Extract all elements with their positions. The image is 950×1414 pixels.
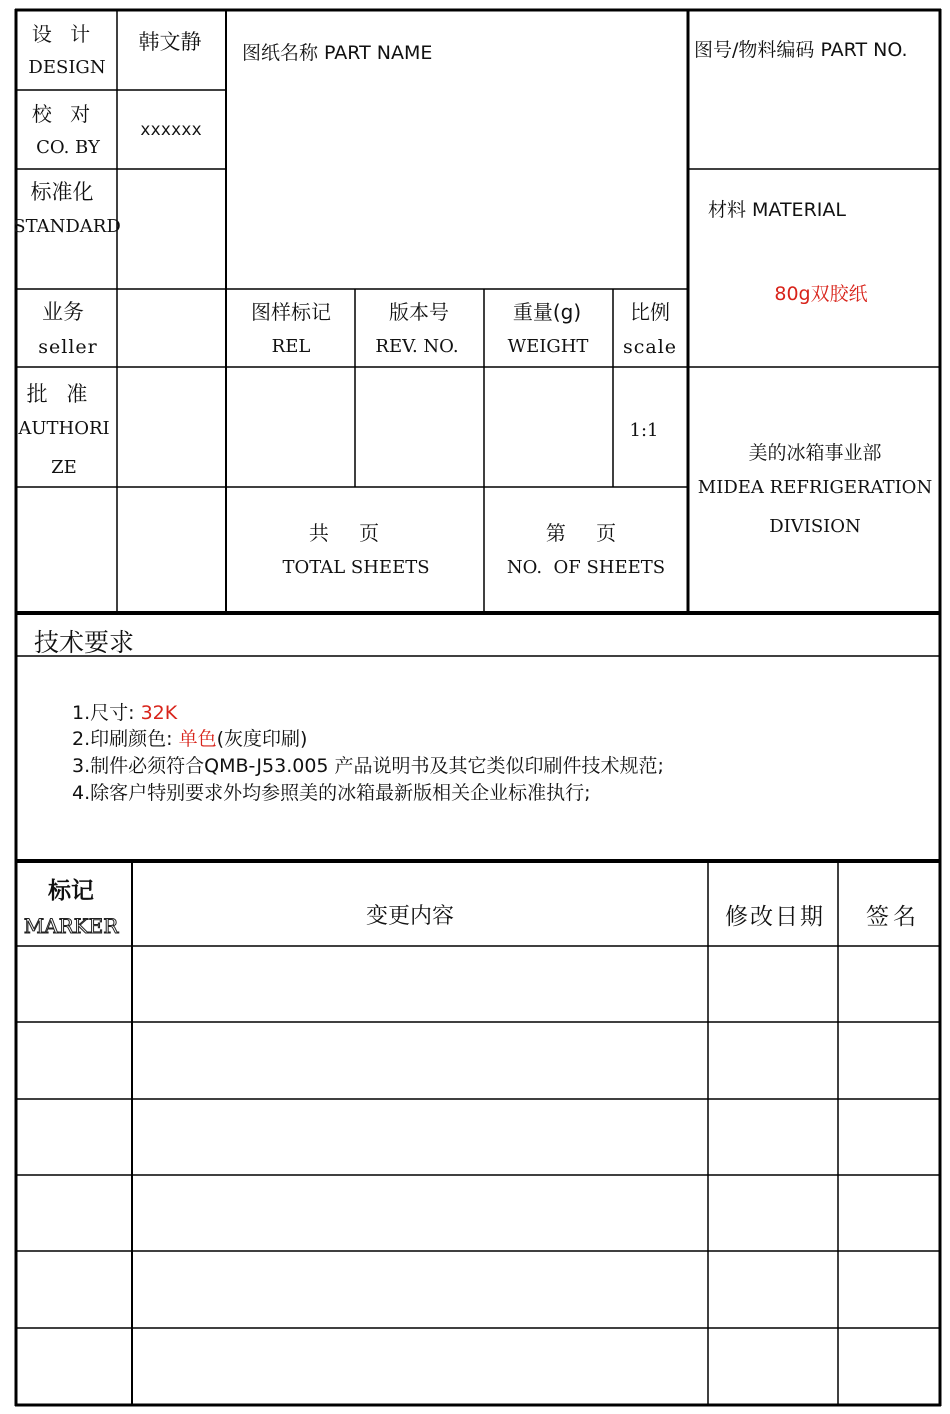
scale-label-en: scale [622,336,678,358]
authorize-label-en-1: AUTHORI [18,418,110,439]
revision-date-cell[interactable] [710,1023,837,1099]
total-sheets-cn: 共 页 [308,521,392,545]
tech-requirements-heading: 技术要求 [34,628,135,657]
revision-content-cell[interactable] [134,1023,707,1099]
company-name-en-2: DIVISION [769,516,861,537]
tech-item-4: 4.除客户特别要求外均参照美的冰箱最新版相关企业标准执行; [72,782,591,804]
revision-date-cell[interactable] [710,1252,837,1328]
revision-marker-cell[interactable] [18,1176,131,1251]
marker-header-en: MARKER [23,914,119,938]
tech-item-1-value: 32K [140,702,178,724]
scale-value: 1:1 [629,420,659,441]
total-sheets-en: TOTAL SHEETS [282,557,430,578]
tech-item-2-value: 单色 [178,728,217,750]
marker-header-cn: 标记 [48,878,94,904]
revision-signature-cell[interactable] [840,1252,939,1328]
tech-item-2-label: 2.印刷颜色: [72,728,173,750]
material-value: 80g双胶纸 [774,283,868,305]
scale-label-cn: 比例 [630,300,670,324]
sheet-no-en: NO. OF SHEETS [506,557,666,578]
tech-item-1 [72,698,177,725]
part-no-label: 图号/物料编码 PART NO. [694,39,908,61]
rel-label-cn: 图样标记 [251,300,331,324]
revision-signature-cell[interactable] [840,1176,939,1251]
revision-marker-cell[interactable] [18,947,131,1022]
tech-item-1-label: 1.尺寸: [72,702,135,724]
change-content-header: 变更内容 [365,904,455,929]
modify-date-header: 修改日期 [725,904,825,930]
revision-content-cell[interactable] [134,1176,707,1251]
check-label-cn: 校 对 [31,102,97,126]
revision-signature-cell[interactable] [840,1329,939,1405]
design-label-cn: 设 计 [31,22,97,46]
part-name-label: 图纸名称 PART NAME [242,42,433,64]
revision-date-cell[interactable] [710,1176,837,1251]
rel-label-en: REL [271,336,311,357]
seller-label-en: seller [38,336,98,358]
tech-item-3: 3.制件必须符合QMB-J53.005 产品说明书及其它类似印刷件技术规范; [72,755,664,777]
standard-label-en: STANDARD [13,216,121,237]
rev-label-cn: 版本号 [389,300,449,324]
check-label-en: CO. BY [36,137,100,158]
company-name-en-1: MIDEA REFRIGERATION [697,477,933,498]
tech-item-2 [72,724,307,751]
company-name-cn: 美的冰箱事业部 [748,442,882,464]
revision-marker-cell[interactable] [18,1329,131,1405]
revision-marker-cell[interactable] [18,1100,131,1175]
designer-name: 韩文静 [138,30,202,54]
revision-date-cell[interactable] [710,1329,837,1405]
revision-content-cell[interactable] [134,1252,707,1328]
revision-signature-cell[interactable] [840,1100,939,1175]
signature-header: 签名 [866,904,920,930]
rev-label-en: REV. NO. [375,336,459,357]
revision-date-cell[interactable] [710,1100,837,1175]
checker-name: xxxxxx [140,120,202,140]
weight-label-cn: 重量(g) [512,300,582,324]
authorize-label-en-2: ZE [51,457,77,478]
weight-label-en: WEIGHT [507,336,589,357]
standard-label-cn: 标准化 [30,180,94,204]
seller-label-cn: 业务 [42,300,84,324]
revision-signature-cell[interactable] [840,1023,939,1099]
revision-marker-cell[interactable] [18,1023,131,1099]
revision-content-cell[interactable] [134,1100,707,1175]
sheet-no-cn: 第 页 [545,521,629,545]
revision-content-cell[interactable] [134,1329,707,1405]
revision-marker-cell[interactable] [18,1252,131,1328]
revision-content-cell[interactable] [134,947,707,1022]
tech-item-2-note: (灰度印刷) [216,728,308,750]
material-label: 材料 MATERIAL [708,199,846,221]
revision-date-cell[interactable] [710,947,837,1022]
design-label-en: DESIGN [28,57,106,78]
authorize-label-cn: 批 准 [26,382,94,406]
revision-signature-cell[interactable] [840,947,939,1022]
